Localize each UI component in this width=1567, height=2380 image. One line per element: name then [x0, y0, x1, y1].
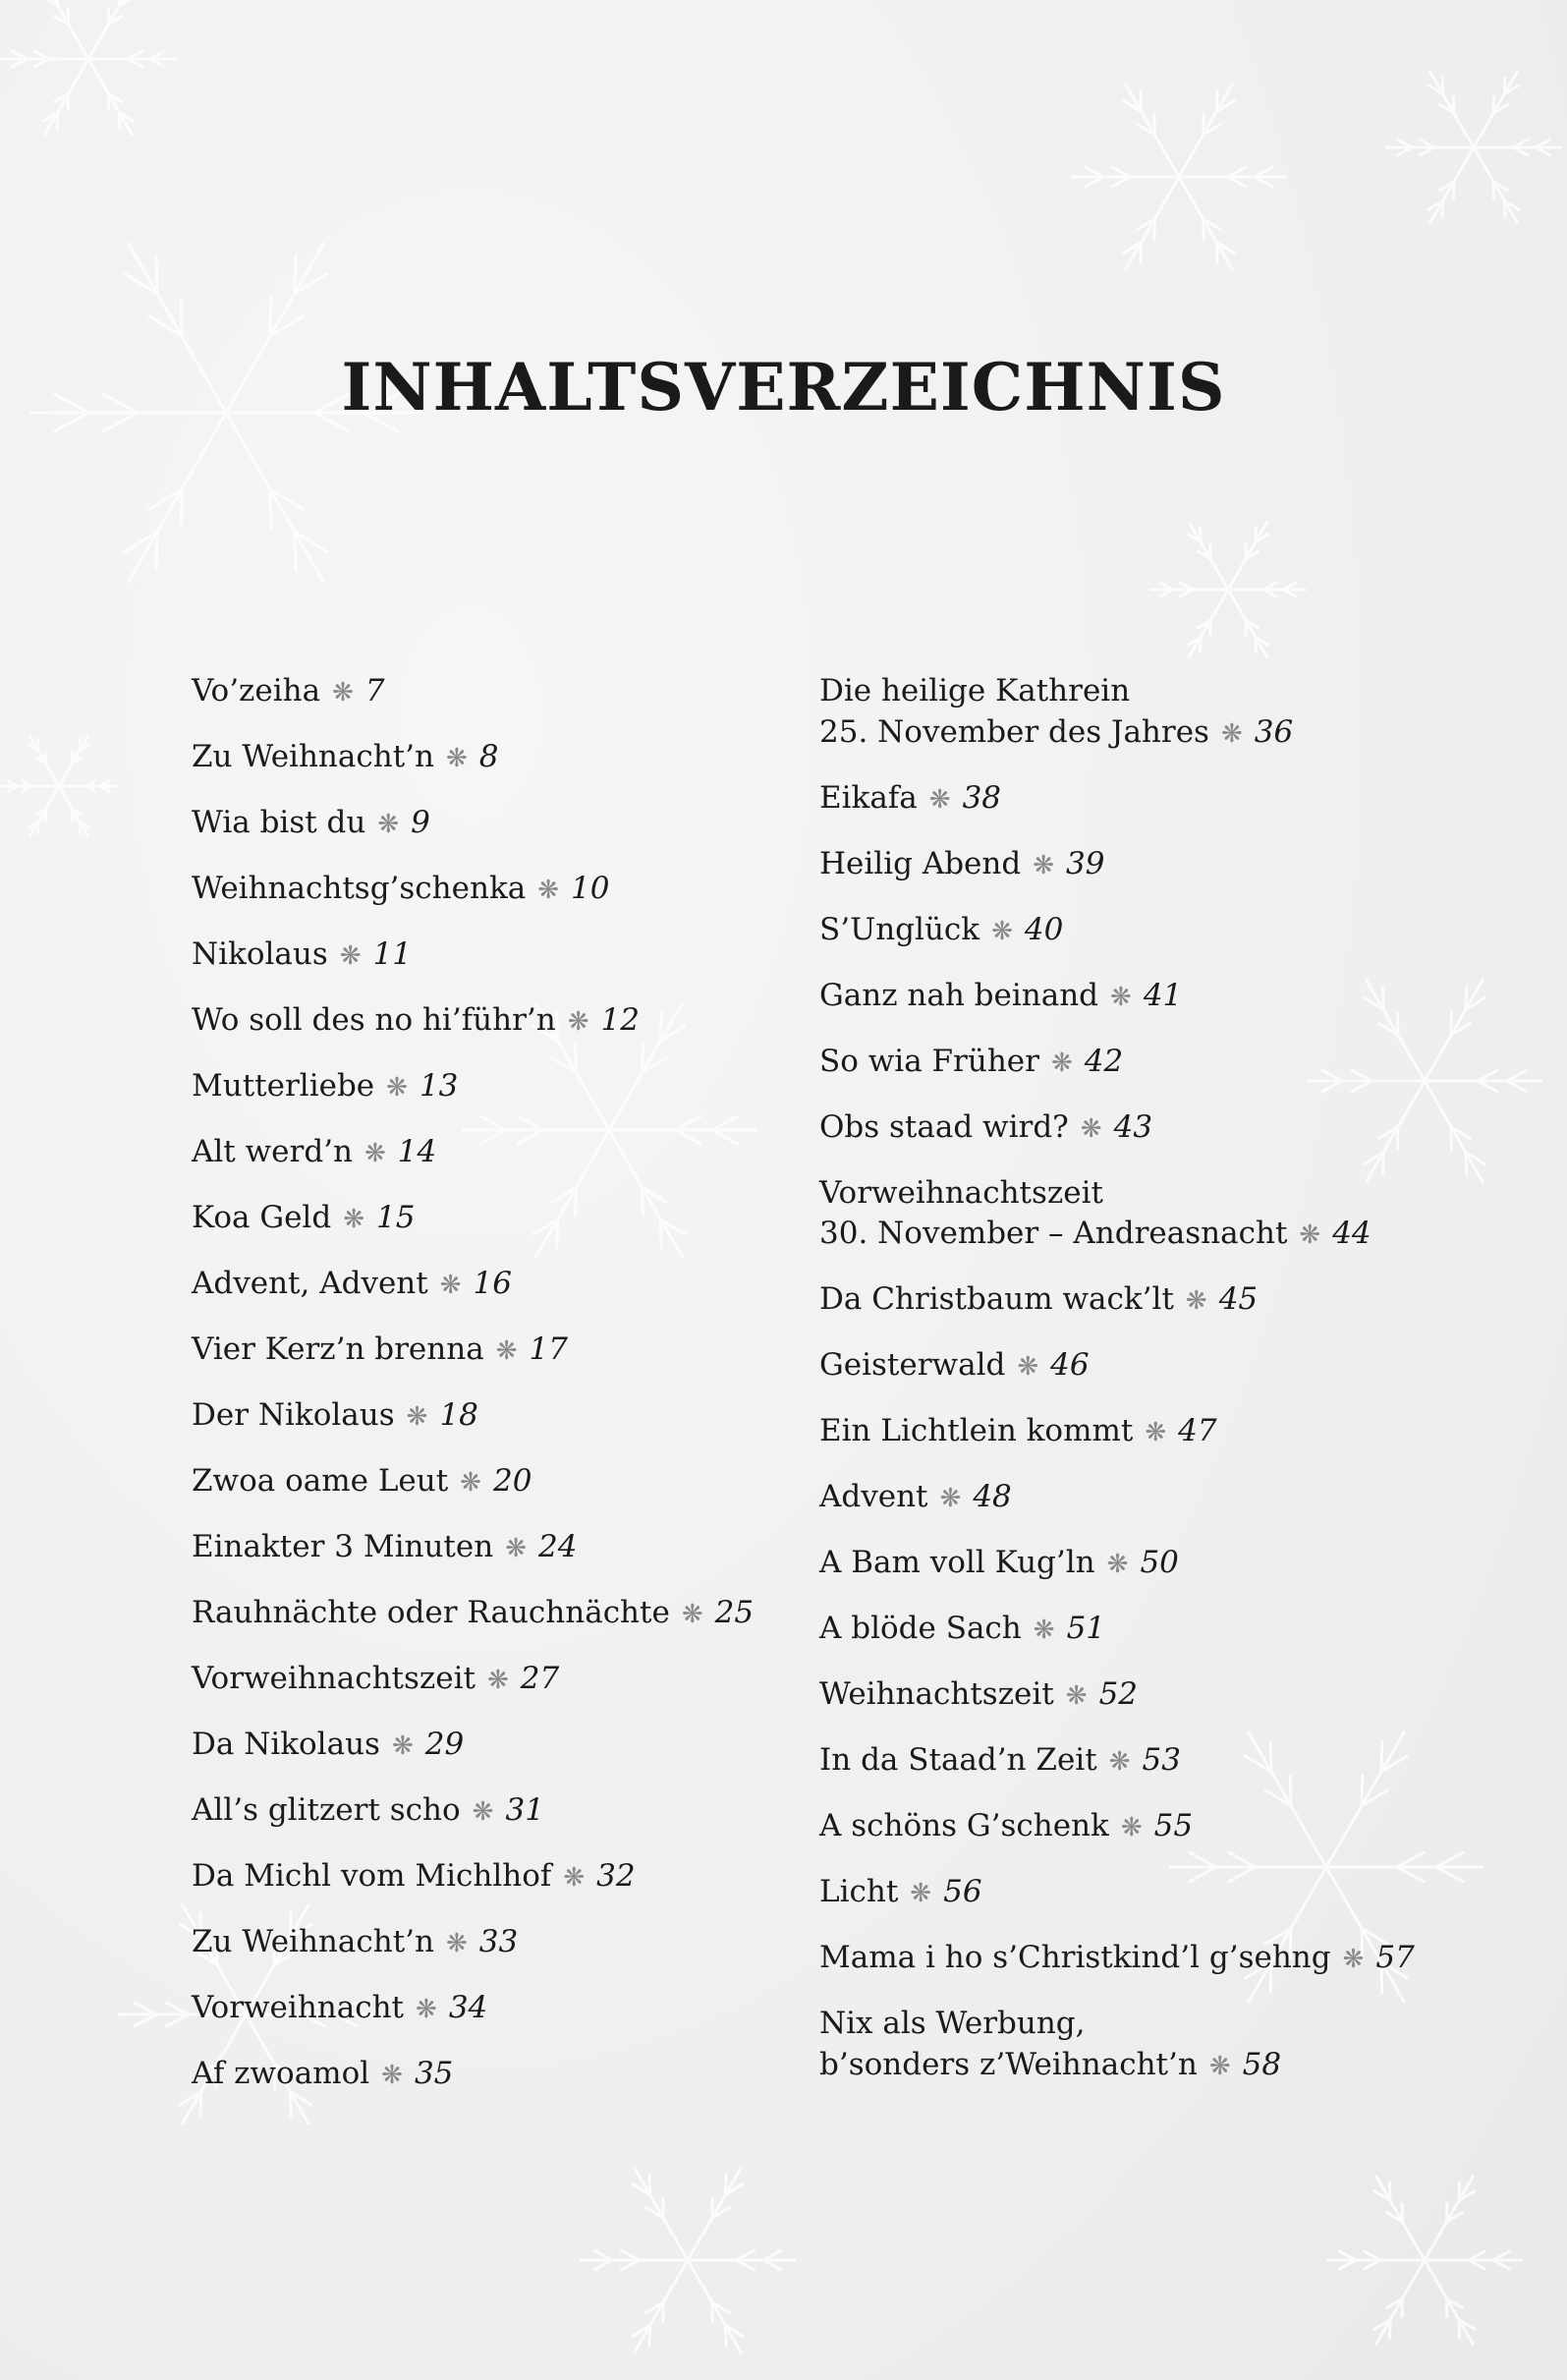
toc-entry-page: 51 [1066, 1611, 1106, 1646]
snowflake-icon: ❋ [1108, 1747, 1131, 1777]
toc-entry [819, 1806, 1415, 1849]
toc-entry-page: 13 [419, 1068, 459, 1104]
toc-entry-page: 20 [492, 1463, 532, 1499]
snowflake-icon: ❋ [1050, 1048, 1073, 1078]
toc-entry-title: Alt werd’n [192, 1134, 353, 1169]
toc-entry-title: Obs staad wird? [819, 1108, 1069, 1145]
snowflake-icon: ❋ [332, 678, 354, 708]
toc-entry-page: 38 [962, 779, 1002, 816]
toc-entry [192, 1198, 754, 1241]
snowflake-icon: ❋ [1106, 1550, 1129, 1579]
toc-entry [819, 1042, 1415, 1085]
toc-entry [819, 976, 1415, 1019]
toc-entry-page: 15 [376, 1200, 416, 1235]
toc-entry-page: 47 [1178, 1413, 1217, 1448]
toc-entry-title: Heilig Abend [819, 845, 1022, 881]
toc-entry [819, 1477, 1415, 1520]
toc-entry [819, 1674, 1415, 1718]
snowflake-icon [0, 0, 177, 136]
snowflake-icon: ❋ [416, 1995, 437, 2024]
snowflake-icon: ❋ [381, 2061, 403, 2090]
toc-entry-title: Mama i ho s’Christkind’l g’sehng [819, 1940, 1331, 1975]
snowflake-icon: ❋ [339, 941, 362, 971]
toc-entry [819, 1107, 1415, 1151]
snowflake-icon: ❋ [445, 744, 468, 773]
toc-entry [192, 1330, 754, 1373]
snowflake-icon: ❋ [377, 810, 400, 839]
snowflake-icon: ❋ [1033, 850, 1055, 880]
toc-entry-page: 16 [473, 1266, 512, 1301]
toc-entry-title: Mutterliebe [192, 1068, 375, 1104]
toc-entry-page: 56 [943, 1874, 982, 1909]
snowflake-icon: ❋ [1220, 718, 1243, 749]
toc-entry-page: 43 [1113, 1108, 1153, 1145]
toc-entry-page: 53 [1142, 1742, 1181, 1778]
toc-entry-title: A schöns G’schenk [819, 1808, 1109, 1843]
toc-entry [819, 1543, 1415, 1586]
toc-entry-page: 29 [424, 1727, 465, 1762]
toc-entry-title: Advent [819, 1479, 928, 1514]
snowflake-icon: ❋ [991, 916, 1013, 946]
toc-entry-page: 57 [1375, 1940, 1415, 1975]
toc-entry [192, 1988, 754, 2031]
toc-entry-page: 32 [596, 1858, 636, 1894]
toc-left-column [192, 671, 754, 2097]
toc-entry [192, 1461, 754, 1504]
snowflake-icon: ❋ [505, 1534, 527, 1563]
snowflake-icon: ❋ [445, 1929, 468, 1958]
toc-entry-page: 41 [1143, 977, 1183, 1013]
snowflake-icon: ❋ [439, 1271, 462, 1300]
toc-entry-title: Zu Weihnacht’n [192, 1924, 434, 1959]
toc-entry-title: Vo’zeiha [192, 673, 321, 708]
toc-entry [192, 737, 754, 780]
snowflake-icon: ❋ [537, 876, 560, 905]
toc-entry [819, 1872, 1415, 1915]
toc-entry-page: 44 [1332, 1216, 1371, 1251]
toc-entry [192, 1659, 754, 1702]
toc-entry-page: 48 [973, 1479, 1012, 1514]
snowflake-icon: ❋ [406, 1402, 428, 1432]
toc-entry [819, 1279, 1415, 1323]
toc-entry-title: Koa Geld [192, 1200, 332, 1235]
toc-entry-page: 46 [1050, 1347, 1090, 1383]
toc-entry-page: 39 [1066, 845, 1105, 881]
toc-entry-title: Da Michl vom Michlhof [192, 1858, 552, 1894]
toc-right-column [819, 671, 1415, 2087]
toc-entry-title: Eikafa [819, 779, 918, 816]
snowflake-icon: ❋ [567, 1007, 589, 1037]
toc-entry-page: 9 [411, 805, 430, 840]
toc-entry [192, 935, 754, 978]
toc-entry-title: Wo soll des no hi’führ’n [192, 1002, 556, 1038]
toc-entry-title: Da Nikolaus [192, 1727, 380, 1762]
toc-entry-page: 55 [1153, 1808, 1194, 1843]
toc-entry-title: Nix als Werbung, b’sonders z’Weihnacht’n [819, 2006, 1198, 2082]
snowflake-icon: ❋ [1110, 982, 1132, 1012]
toc-entry-page: 27 [520, 1661, 560, 1696]
toc-entry-title: Licht [819, 1874, 899, 1909]
toc-entry-title: Vorweihnacht [192, 1990, 405, 2025]
snowflake-icon: ❋ [1033, 1615, 1055, 1645]
toc-entry [192, 1593, 754, 1636]
toc-entry-page: 25 [714, 1595, 755, 1630]
snowflake-icon [1385, 71, 1562, 224]
snowflake-icon: ❋ [1065, 1681, 1088, 1711]
toc-entry [192, 803, 754, 846]
toc-entry [192, 1725, 754, 1768]
toc-entry-page: 8 [478, 739, 499, 774]
snowflake-icon [0, 735, 118, 837]
toc-entry-title: Die heilige Kathrein 25. November des Jahres [819, 673, 1209, 750]
toc-entry-title: Weihnachtszeit [819, 1676, 1054, 1712]
snowflake-icon [1149, 522, 1307, 658]
toc-entry [819, 1345, 1415, 1388]
snowflake-icon: ❋ [928, 784, 951, 815]
toc-entry-title: Rauhnächte oder Rauchnächte [192, 1595, 670, 1630]
snowflake-icon: ❋ [1299, 1220, 1321, 1250]
toc-entry-page: 40 [1024, 911, 1064, 947]
toc-entry-page: 52 [1098, 1676, 1139, 1712]
toc-entry-title: Ganz nah beinand [819, 977, 1099, 1013]
toc-entry-page: 11 [372, 936, 413, 972]
toc-entry-page: 45 [1218, 1281, 1259, 1317]
toc-entry [192, 1856, 754, 1899]
snowflake-icon: ❋ [495, 1336, 518, 1366]
toc-entry-page: 50 [1140, 1545, 1179, 1580]
snowflake-icon: ❋ [1342, 1945, 1365, 1974]
toc-entry [192, 1132, 754, 1175]
toc-entry [192, 1922, 754, 1965]
toc-entry-title: Vier Kerz’n brenna [192, 1332, 484, 1367]
toc-entry-title: A blöde Sach [819, 1611, 1022, 1646]
snowflake-icon [1071, 84, 1287, 271]
toc-entry-title: So wia Früher [819, 1043, 1039, 1079]
toc-entry [819, 778, 1415, 822]
snowflake-icon: ❋ [1185, 1286, 1207, 1316]
toc-entry-page: 34 [448, 1990, 488, 2025]
toc-entry-title: Af zwoamol [192, 2056, 370, 2091]
toc-entry-page: 24 [537, 1529, 578, 1564]
toc-entry [192, 1790, 754, 1834]
snowflake-icon: ❋ [391, 1731, 414, 1761]
snowflake-icon: ❋ [1145, 1418, 1167, 1447]
toc-entry-title: Vorweihnachtszeit 30. November – Andreasnacht [819, 1174, 1288, 1251]
toc-entry [819, 671, 1415, 755]
toc-entry [819, 844, 1415, 887]
toc-entry [819, 1173, 1415, 1257]
snowflake-icon: ❋ [1017, 1352, 1039, 1382]
toc-entry-page: 12 [600, 1002, 640, 1038]
toc-entry-page: 58 [1242, 2046, 1282, 2082]
snowflake-icon: ❋ [364, 1139, 386, 1168]
toc-entry-title: All’s glitzert scho [192, 1792, 461, 1828]
toc-entry-title: Einakter 3 Minuten [192, 1529, 494, 1564]
toc-entry [819, 1609, 1415, 1652]
snowflake-icon [580, 2167, 796, 2354]
snowflake-icon: ❋ [386, 1073, 408, 1103]
snowflake-icon: ❋ [343, 1205, 364, 1234]
toc-entry-title: Nikolaus [192, 936, 328, 972]
toc-entry [819, 1938, 1415, 1981]
snowflake-icon: ❋ [910, 1879, 932, 1908]
toc-entry-title: In da Staad’n Zeit [819, 1742, 1097, 1778]
toc-entry-page: 18 [439, 1397, 478, 1433]
toc-entry [819, 1740, 1415, 1784]
toc-entry [192, 869, 754, 912]
toc-entry-page: 42 [1084, 1043, 1124, 1079]
toc-entry [192, 1000, 754, 1044]
toc-entry-title: A Bam voll Kug’ln [819, 1545, 1095, 1580]
snowflake-icon: ❋ [1120, 1813, 1143, 1842]
toc-entry-page: 17 [529, 1332, 568, 1367]
toc-entry [192, 1395, 754, 1439]
toc-entry-title: Zwoa oame Leut [192, 1463, 449, 1499]
toc-entry-title: Ein Lichtlein kommt [819, 1413, 1134, 1448]
toc-entry-title: S’Unglück [819, 911, 980, 947]
toc-entry-page: 36 [1254, 713, 1294, 750]
snowflake-icon: ❋ [939, 1484, 962, 1513]
snowflake-icon: ❋ [1080, 1113, 1102, 1144]
snowflake-icon: ❋ [460, 1468, 481, 1498]
toc-entry-title: Der Nikolaus [192, 1397, 395, 1433]
toc-entry [192, 1264, 754, 1307]
toc-entry-title: Da Christbaum wack’lt [819, 1281, 1174, 1317]
toc-entry-title: Vorweihnachtszeit [192, 1661, 476, 1696]
snowflake-icon: ❋ [472, 1797, 494, 1827]
toc-entry [192, 1527, 754, 1570]
toc-entry-title: Zu Weihnacht’n [192, 739, 434, 774]
toc-entry [192, 1066, 754, 1109]
toc-entry-title: Wia bist du [192, 805, 366, 840]
snowflake-icon: ❋ [1208, 2051, 1231, 2081]
toc-entry-page: 7 [364, 673, 385, 708]
toc-entry-page: 14 [397, 1134, 437, 1169]
toc-entry [192, 2054, 754, 2097]
snowflake-icon [1326, 2175, 1523, 2345]
page-title: INHALTSVERZEICHNIS [341, 349, 1226, 425]
toc-entry-title: Geisterwald [819, 1347, 1006, 1383]
toc-entry [819, 1411, 1415, 1454]
toc-entry-title: Advent, Advent [192, 1266, 428, 1301]
toc-entry [819, 2004, 1415, 2087]
toc-entry-page: 35 [414, 2056, 454, 2091]
toc-entry-title: Weihnachtsg’schenka [192, 871, 527, 906]
snowflake-icon: ❋ [486, 1666, 509, 1695]
toc-entry-page: 33 [478, 1924, 519, 1959]
toc-entry-page: 31 [505, 1792, 544, 1828]
snowflake-icon: ❋ [681, 1600, 703, 1629]
toc-entry [819, 910, 1415, 953]
toc-entry [192, 671, 754, 714]
toc-entry-page: 10 [571, 871, 610, 906]
snowflake-icon: ❋ [563, 1863, 586, 1893]
